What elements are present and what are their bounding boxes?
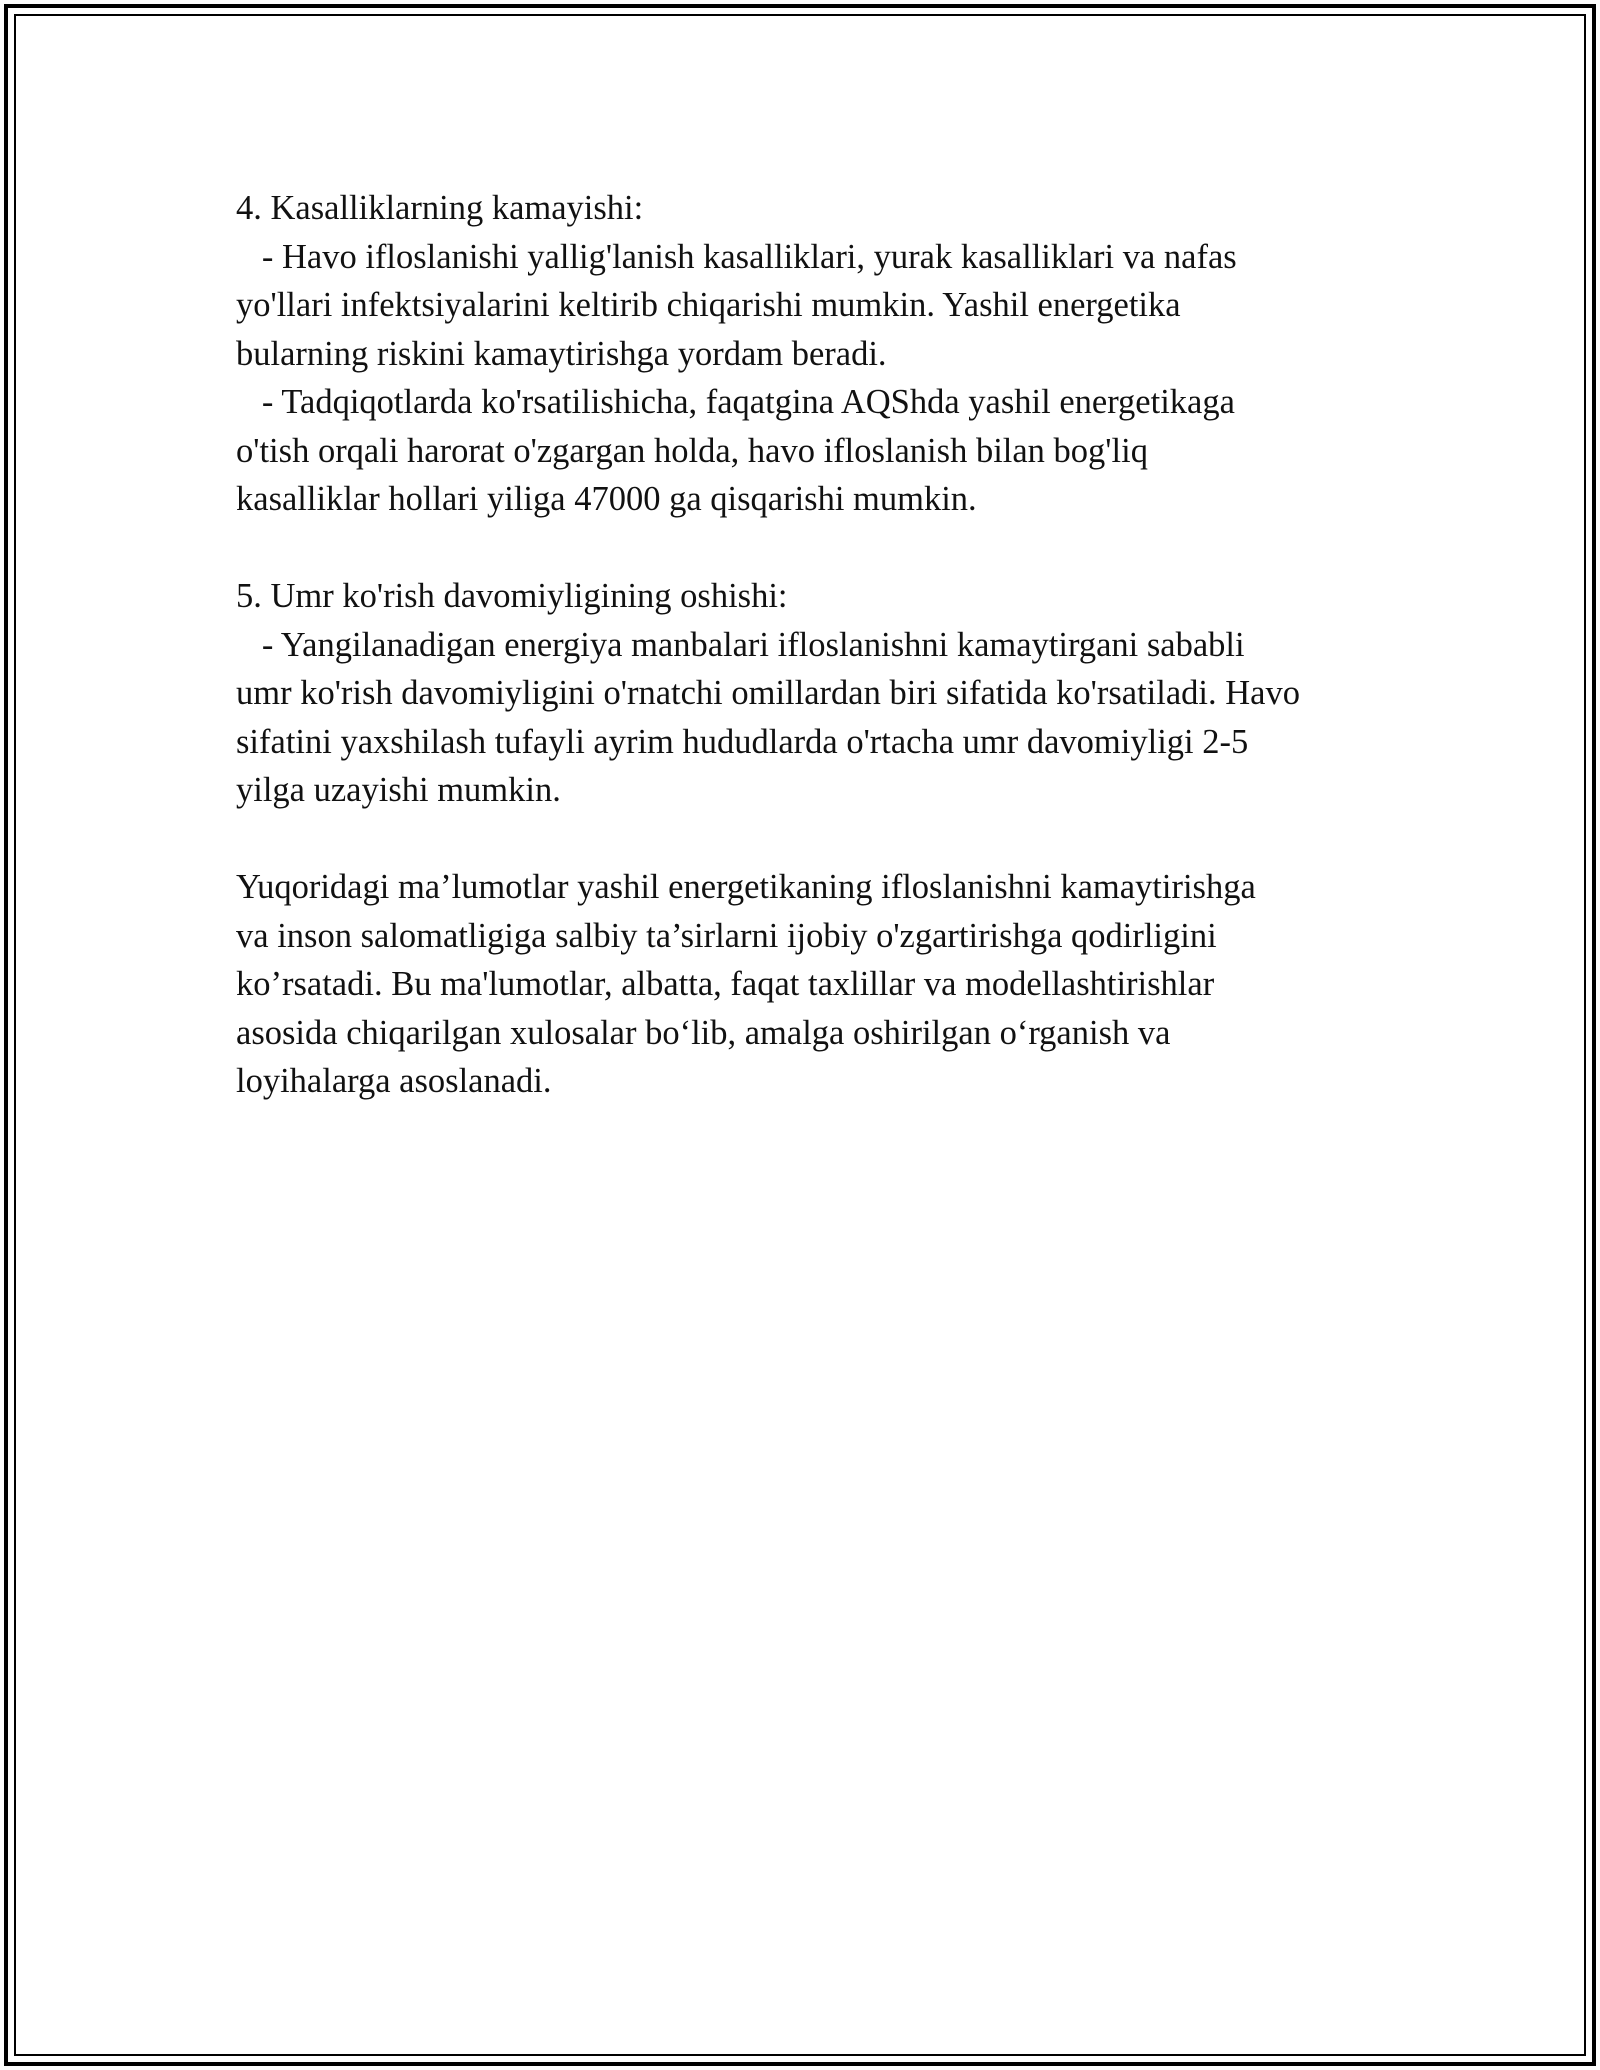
conclusion-paragraph (236, 863, 1416, 1106)
conclusion-line: Yuqoridagi ma’lumotlar yashil energetikaning ifloslanishni kamaytirishga (236, 868, 1256, 906)
paragraph-gap (236, 815, 1416, 864)
bullet-line: - Tadqiqotlarda ko'rsatilishicha, faqatgina AQShda yashil energetikaga (236, 383, 1235, 421)
bullet-item (236, 233, 1416, 379)
bullet-line: umr ko'rish davomiyligini o'rnatchi omillardan biri sifatida ko'rsatiladi. Havo (236, 674, 1300, 712)
conclusion-line: va inson salomatligiga salbiy ta’sirlarni ijobiy o'zgartirishga qodirligini (236, 916, 1217, 955)
bullet-line: - Havo ifloslanishi yallig'lanish kasalliklari, yurak kasalliklari va nafas (236, 237, 1237, 276)
bullet-line: - Yangilanadigan energiya manbalari ifloslanishni kamaytirgani sababli (236, 625, 1245, 664)
section-heading: 5. Umr ko'rish davomiyligining oshishi: (236, 577, 788, 615)
bullet-line: kasalliklar hollari yiliga 47000 ga qisqarishi mumkin. (236, 480, 977, 518)
conclusion-line: loyihalarga asoslanadi. (236, 1062, 552, 1100)
bullet-item (236, 621, 1416, 815)
bullet-line: yo'llari infektsiyalarini keltirib chiqarishi mumkin. Yashil energetika (236, 286, 1181, 324)
bullet-line: sifatini yaxshilash tufayli ayrim hududlarda o'rtacha umr davomiyligi 2-5 (236, 722, 1249, 761)
section-4 (236, 184, 1416, 524)
bullet-item (236, 378, 1416, 524)
conclusion-line: asosida chiqarilgan xulosalar bo‘lib, amalga oshirilgan o‘rganish va (236, 1013, 1171, 1052)
bullet-line: yilga uzayishi mumkin. (236, 771, 561, 809)
conclusion-line: ko’rsatadi. Bu ma'lumotlar, albatta, faqat taxlillar va modellashtirishlar (236, 965, 1215, 1003)
paragraph-gap (236, 524, 1416, 573)
section-5 (236, 572, 1416, 815)
bullet-line: o'tish orqali harorat o'zgargan holda, havo ifloslanish bilan bog'liq (236, 431, 1148, 470)
section-heading: 4. Kasalliklarning kamayishi: (236, 189, 644, 227)
document-body (236, 184, 1416, 1106)
bullet-line: bularning riskini kamaytirishga yordam beradi. (236, 334, 887, 373)
